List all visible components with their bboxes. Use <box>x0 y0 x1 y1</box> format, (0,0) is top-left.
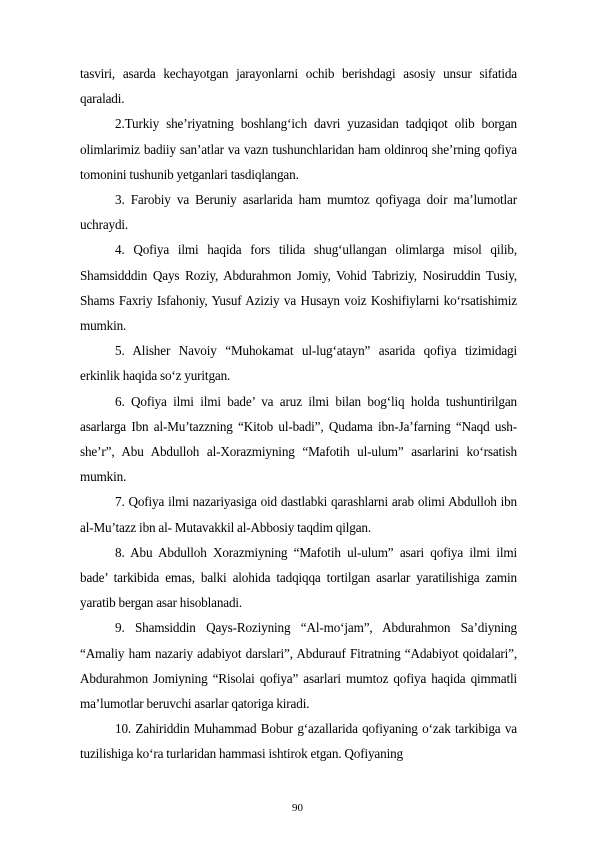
paragraph-5: 5. Alisher Navoiy “Muhokamat ul-lug‘atayn” asarida qofiya tizimidagi erkinlik haqida so‘z yuritgan. <box>80 343 517 384</box>
paragraph-10: 10. Zahiriddin Muhammad Bobur g‘azallarida qofiyaning o‘zak tarkibiga va tuzilishiga ko‘ra turlaridan hammasi ishtirok etgan. Qofiyaning <box>80 721 517 762</box>
paragraph-9: 9. Shamsiddin Qays-Roziyning “Al-mo‘jam”, Abdurahmon Sa’diyning “Amaliy ham nazariy adabiyot darslari”, Abdurauf Fitratning “Adabiyot qoidalari”, Abdurahmon Jomiyning “Risolai qofiya” asarlari mumtoz qofiya haqida qimmatli ma’lumotlar beruvchi asarlar qatoriga kiradi. <box>80 620 517 712</box>
paragraph-4: 4. Qofiya ilmi haqida fors tilida shug‘ullangan olimlarga misol qilib, Shamsidddin Qays Roziy, Abdurahmon Jomiy, Vohid Tabriziy, Nosiruddin Tusiy, Shams Faxriy Isfahoniy, Yusuf Aziziy va Husayn voiz Koshifiylarni ko‘rsatishimiz mumkin. <box>80 242 517 334</box>
paragraph-8: 8. Abu Abdulloh Xorazmiyning “Mafotih ul-ulum” asari qofiya ilmi ilmi bade’ tarkibida emas, balki alohida tadqiqqa tortilgan asarlar yaratilishiga zamin yaratib bergan asar hisoblanadi. <box>80 544 517 611</box>
paragraph-continuation: tasviri, asarda kechayotgan jarayonlarni ochib berishdagi asosiy unsur sifatida qaraladi. <box>80 66 517 107</box>
paragraph-7: 7. Qofiya ilmi nazariyasiga oid dastlabki qarashlarni arab olimi Abdulloh ibn al-Mu’tazz ibn al- Mutavakkil al-Abbosiy taqdim qilgan. <box>80 494 517 535</box>
page-number: 90 <box>292 802 303 814</box>
paragraph-6: 6. Qofiya ilmi ilmi bade’ va aruz ilmi bilan bog‘liq holda tushuntirilgan asarlarga Ibn al-Mu’tazzning “Kitob ul-badi”, Qudama ibn-Ja’farning “Naqd ush-she’r”, Abu Abdulloh al-Xorazmiyning “Mafotih ul-ulum” asarlarini ko‘rsatish mumkin. <box>80 393 517 485</box>
paragraph-3: 3. Farobiy va Beruniy asarlarida ham mumtoz qofiyaga doir ma’lumotlar uchraydi. <box>80 192 517 233</box>
page-body <box>80 61 517 767</box>
paragraph-2: 2.Turkiy she’riyatning boshlang‘ich davri yuzasidan tadqiqot olib borgan olimlarimiz badiiy san’atlar va vazn tushunchlaridan ham oldinroq she’rning qofiya tomonini tushunib yetganlari tasdiqlangan. <box>80 116 517 182</box>
